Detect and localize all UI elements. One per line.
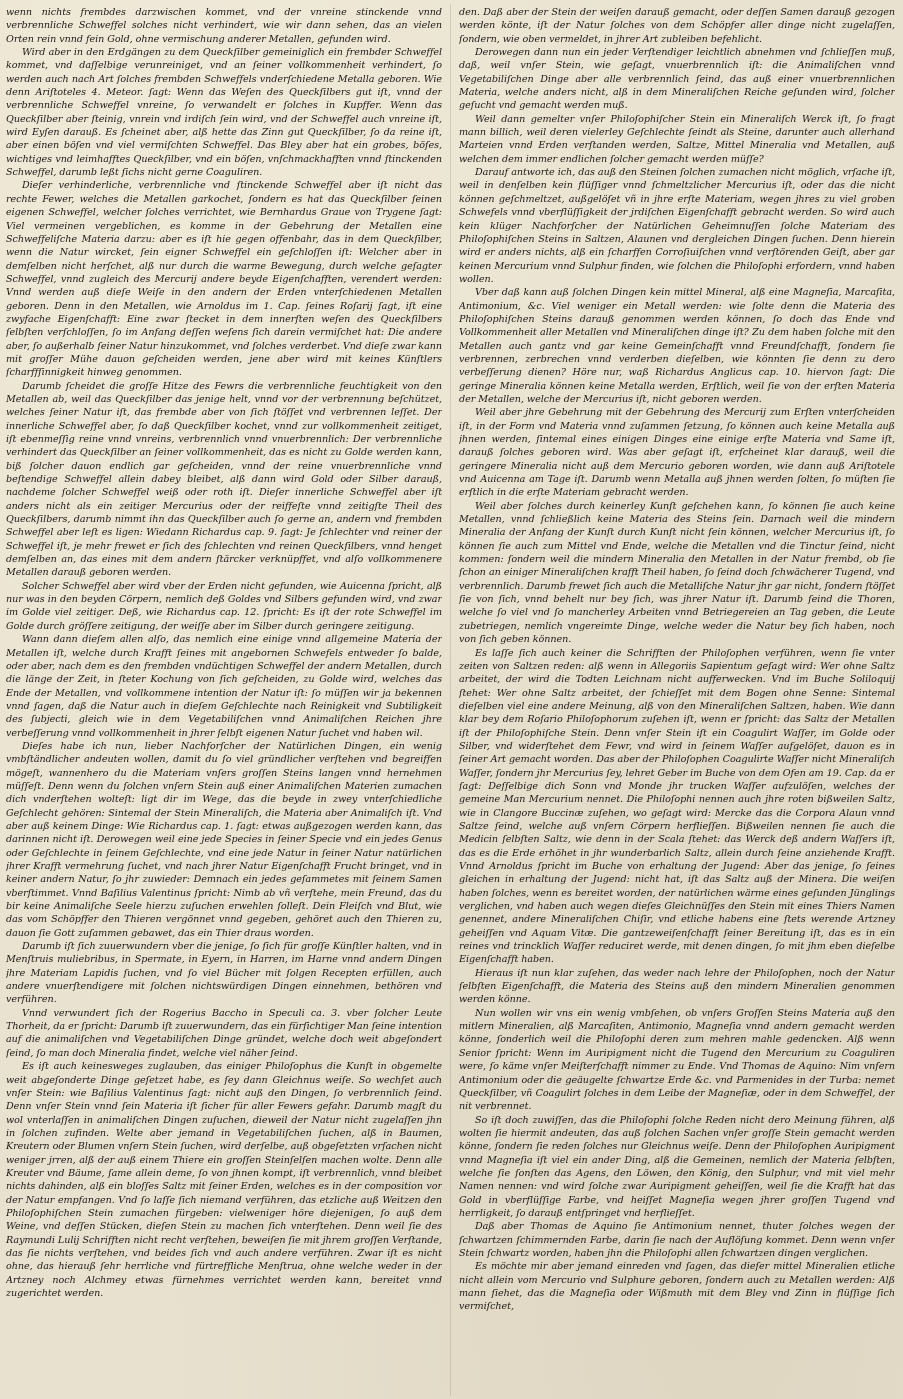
paragraph: Dieſer verhinderliche, verbrennliche vnd ſtinckende Schweffel aber iſt nicht das rechte Fewer, welches die Metallen garkochet, ſondern es hat das Queckſilber ſeinen eigenen Schweffel, welcher ſolches verrichtet, wie Bernhardus Graue von Trygene ſagt: Viel vermeinen vergeblichen, es komme in der Gebehrung der Metallen eine Schweffeliſche Materia darzu: aber es iſt hie gegen offenbahr, das in dem Queckſilber, wenn die Natur wircket, ſein eigner Schweffel ein geſchloſſen iſt: Welcher aber in demſelben nicht herſchet, alß nur durch die warme Bewegung, durch welche geſagter Schweffel, vnnd zugleich des Mercurij andere beyde Eigenſchafften, verendert werden: Vnnd werden auß dieſe Weiſe in den andern der Erden vnterſchiedenen Metallen geboren. Denn in den Metallen, wie Arnoldus im 1. Cap. ſeines Roſarij ſagt, iſt eine zwyfache Eigenſchafft: Eine zwar ſtecket in dem innerſten weſen des Queckſilbers ſelbſten verſchloſſen, ſo im Anfang deſſen weſens ſich darein vermiſchet hat: Die andere aber, ſo außerhalb ſeiner Natur hinzukommet, vnd ſolches verderbet. Vnd dieſe zwar kann mit groſſer Mühe dauon geſcheiden werden, jene aber wird mit keines Künſtlers ſcharffſinnigkeit hinweg genommen.	[6, 180, 442, 379]
paragraph: Darumb ſcheidet die groſſe Hitze des Fewrs die verbrennliche feuchtigkeit von den Metallen ab, weil das Queckſilber das jenige helt, vnnd vor der verbrennung beſchützet, welches ſeiner Natur iſt, das frembde aber von ſich ſtöſſet vnd verbrennen leſſet. Der innerliche Schweffel aber, ſo daß Queckſilber kochet, vnnd zur vollkommenheit zeitiget, iſt ebenmeſſig reine vnnd vnreins, verbrennlich vnnd vnuerbrennlich: Der verbrennliche verhindert das Queckſilber an ſeiner vollkommenheit, das es nicht zu Golde werden kann, biß ſolcher dauon endlich gar geſcheiden, vnnd der reine vnuerbrennliche vnnd beſtendige Schweffel allein dabey bleibet, alß dann wird Gold oder Silber darauß, nachdeme ſolcher Schweffel weiß oder roth iſt. Dieſer innerliche Schweffel aber iſt anders nicht als ein zeitiger Mercurius oder der reiffeſte vnnd zeitigſte Theil des Queckſilbers, darumb nimmt ihn das Queckſilber auch ſo gerne an, andern vnd frembden Schweffel aber leſt es ligen: Wiedann Richardus cap. 9. ſagt: Je ſchlechter vnd reiner der Schweffel iſt, je mehr frewet er ſich des ſchlechten vnd reinen Queckſilbers, vnnd henget demſelben an, das eines mit dem andern ſtärcker verknüpffet, vnd alſo vollkommenere Metallen darauß geboren werden.	[6, 380, 442, 579]
paragraph: Es laſſe ſich auch keiner die Schrifften der Philoſophen verführen, wenn ſie vnter zeiten von Saltzen reden: alß wenn in Allegoriis Sapientum geſagt wird: Wer ohne Saltz arbeitet, der wird die Todten Leichnam nicht aufferwecken. Vnd im Buche Soliloquij ſtehet: Wer ohne Saltz arbeitet, der ſchieſſet mit dem Bogen ohne Senne: Sintemal dieſelben viel eine andere Meinung, alß von den Mineraliſchen Saltzen, haben. Wie dann klar bey dem Roſario Philoſophorum zuſehen iſt, wenn er ſpricht: das Saltz der Metallen iſt der Philoſophiſche Stein. Denn vnſer Stein iſt ein Coagulirt Waſſer, im Golde oder Silber, vnd widerſtehet dem Fewr, vnd wird in ſeinem Waſſer aufgelöſet, dauon es in ſeiner Art gemacht worden. Das aber der Philoſophen Coagulirte Waſſer nicht Mineraliſch Waſſer, ſondern jhr Mercurius ſey, lehret Geber im Buche von dem Ofen am 19. Cap. da er ſagt: Deſſelbige dich Sonn vnd Monde jhr trucken Waſſer aufzulöſen, welches der gemeine Man Mercurium nennet. Die Philoſophi nennen auch jhre roten bißweilen Saltz, wie in Clangore Buccinæ zuſehen, wo geſagt wird: Mercke das die Corpora Alaun vnnd Saltze ſeind, welche auß vnſern Cörpern herflieſſen. Bißweilen nennen ſie auch die Medicin ſelbſten Saltz, wie denn in der Scala ſtehet: das Werck deß andern Waſſers iſt, das es die Erde erhöhet in jhr wunderbarlich Saltz, allein durch ſeine anziehende Krafft. Vnnd Arnoldus ſpricht im Buche von erhaltung der Jugend: Aber das jenige, ſo ſeines gleichen in erhaltung der Jugend: nicht hat, iſt das Saltz auß der Minera. Die weiſen haben ſolches, wenn es bereitet worden, der natürlichen wärme eines geſunden Jünglings verglichen, vnd haben auch wegen dieſes Gleichnüſſes den Stein mit eines Thiers Namen genennet, andere Mineraliſchen Chiſir, vnd etliche habens eine ſtets werende Artzney geheiſſen vnd Aquam Vitæ. Die gantzeweiſenſchafft ſeiner Bereitung iſt, das es in ein reines vnd trincklich Waſſer reduciret werde, mit denen dingen, ſo mit jhm eben dieſelbe Eigenſchafft haben.	[459, 647, 895, 966]
paragraph: Vber daß kann auß ſolchen Dingen kein mittel Mineral, alß eine Magneſia, Marcaſita, Antimonium, &c. Viel weniger ein Metall werden: wie ſolte denn die Materia des Philoſophiſchen Steins darauß genommen werden können, ſo doch das Ende vnd Vollkommenheit aller Metallen vnd Mineraliſchen dinge iſt? Zu dem haben ſolche mit den Metallen auch gantz vnd gar keine Gemeinſchafft vnnd Freundſchafft, ſondern ſie verbrennen, zerbrechen vnnd verderben dieſelben, wie könnten ſie denn zu dero verbeſſerung dienen? Höre nur, waß Richardus Anglicus cap. 10. hiervon ſagt: Die geringe Mineralia können keine Metalla werden, Erſtlich, weil ſie von der erſten Materia der Metallen, welche der Mercurius iſt, nicht geboren werden.	[459, 287, 895, 405]
paragraph: Weil aber ſolches durch keinerley Kunſt geſchehen kann, ſo können ſie auch keine Metallen, vnnd ſchließlich keine Materia des Steins ſein. Darnach weil die mindern Mineralia der Anfang der Kunſt durch Kunſt nicht ſein können, welcher Mercurius iſt, ſo können ſie auch zum Mittel vnd Ende, welche die Metallen vnd die Tinctur ſeind, nicht kommen: ſondern weil die mindern Mineralia den Metallen in der Natur frembd, ob ſie ſchon an einiger Mineraliſchen krafft Theil haben, ſo ſeind doch ſchwächerer Tugend, vnd verbrennlich. Darumb frewet ſich auch die Metalliſche Natur jhr gar nicht, ſondern ſtöſſet ſie von ſich, vnnd behelt nur bey ſich, was jhrer Natur iſt. Darumb ſeind die Thoren, welche ſo viel vnd ſo mancherley Arbeiten vnnd Betriegereien an Tag geben, die Leute zubetriegen, nemlich vngereimte Dinge, welche weder die Natur bey ſich haben, noch von ſich geben können.	[459, 500, 895, 646]
paragraph: Vnnd verwundert ſich der Rogerius Baccho in Speculi ca. 3. vber ſolcher Leute Thorheit, da er ſpricht: Darumb iſt zuuerwundern, das ein fürſichtiger Man ſeine intention auf die animaliſchen vnd Vegetabiliſchen Dinge gründet, welche doch weit abgeſondert ſeind, ſo man doch Mineralia findet, welche viel näher ſeind.	[6, 1007, 442, 1059]
paragraph: Hieraus iſt nun klar zuſehen, das weder nach lehre der Philoſophen, noch der Natur ſelbſten Eigenſchafft, die Materia des Steins auß den mindern Mineralien genommen werden könne.	[459, 967, 895, 1006]
left-column	[6, 6, 442, 1396]
paragraph: Nun wollen wir vns ein wenig vmbſehen, ob vnſers Groſſen Steins Materia auß den mitlern Mineralien, alß Marcaſiten, Antimonio, Magneſia vnnd andern gemacht werden könne, ſonderlich weil die Philoſophi deren zum mehren mahle gedencken. Alß wenn Senior ſpricht: Wenn im Auripigment nicht die Tugend den Mercurium zu Coaguliren were, ſo käme vnſer Meiſterſchafft nimmer zu Ende. Vnd Thomas de Aquino: Nim vnſern Antimonium oder die geäugelte ſchwartze Erde &c. vnd Parmenides in der Turba: nemet Queckſilber, vñ Coagulirt ſolches in dem Leibe der Magneſiæ, oder in dem Schweffel, der nit verbrennet.	[459, 1007, 895, 1113]
paragraph: Weil aber jhre Gebehrung mit der Gebehrung des Mercurij zum Erſten vnterſcheiden iſt, in der Form vnd Materia vnnd zuſammen ſetzung, ſo können auch keine Metalla auß jhnen werden, ſintemal eines einigen Dinges eine einige erſte Materia vnd Same iſt, darauß ſolches geboren wird. Was aber geſagt iſt, erſcheinet klar darauß, weil die geringere Mineralia nicht auß dem Mercurio geboren worden, wie dann auß Ariſtotele vnd Auicenna am Tage iſt. Darumb wenn Metalla auß jhnen werden ſolten, ſo müſten ſie erſtlich in die erſte Materiam gebracht werden.	[459, 407, 895, 499]
paragraph: Derowegen dann nun ein jeder Verſtendiger leichtlich abnehmen vnd ſchlieſſen muß, daß, weil vnſer Stein, wie geſagt, vnuerbrennlich iſt: die Animaliſchen vnnd Vegetabiliſchen Dinge aber alle verbrennlich ſeind, das auß einer vnuerbrennlichen Materia, welche anders nicht, alß in dem Mineraliſchen Reiche geſunden wird, ſolcher geſucht vnd gemacht werden muß.	[459, 47, 895, 112]
paragraph: wenn nichts frembdes darzwischen kommet, vnd der vnreine stinckende vnnd verbrennliche Schweffel solches nicht verhindert, wie wir dann sehen, das an vielen Orten rein vnnd fein Gold, ohne vermischung anderer Metallen, gefunden wird.	[6, 7, 442, 45]
paragraph: Wann dann dieſem allen alſo, das nemlich eine einige vnnd allgemeine Materia der Metallen iſt, welche durch Krafft ſeines mit angebornen Schwefels entweder ſo balde, oder aber, nach dem es den frembden vndüchtigen Schweffel der andern Metallen, durch die länge der Zeit, in ſteter Kochung von ſich geſcheiden, zu Golde wird, welches das Ende der Metallen, vnd vollkommene intention der Natur iſt: ſo müſſen wir ja bekennen vnnd ſagen, daß die Natur auch in dieſem Geſchlechte nach Reinigkeit vnd Subtiligkeit des ſubjecti, gleich wie in dem Vegetabiliſchen vnnd Animaliſchen Reichen jhre verbeſſerung vnnd vollkommenheit in jhrer ſelbſt eigenen Natur ſuchet vnd haben wil.	[6, 634, 442, 739]
paragraph: Darumb iſt ſich zuuerwundern vber die jenige, ſo ſich für groſſe Künſtler halten, vnd in Menſtruis muliebribus, in Spermate, in Eyern, in Harren, im Harne vnnd andern Dingen jhre Materiam Lapidis ſuchen, vnd ſo viel Bücher mit ſolgen Recepten erfüllen, auch andere vnuerſtendigere mit ſolchen nichtswürdigen Dingen einnehmen, bethören vnd verführen.	[6, 941, 442, 1006]
right-column	[459, 6, 895, 1396]
paragraph: Weil dann gemelter vnſer Philoſophiſcher Stein ein Mineraliſch Werck iſt, ſo fragt mann billich, weil deren vielerley Geſchlechte ſeindt als Steine, darunter auch allerhand Marteien vnnd Erden verſtanden werden, Saltze, Mittel Mineralia vnd Metallen, auß welchen dem immer endlichen ſolcher gemacht werden müſſe?	[459, 113, 895, 165]
paragraph: Es iſt auch keinesweges zuglauben, das einiger Philoſophus die Kunſt in obgemelte weit abgeſonderte Dinge geſetzet habe, es ſey dann Gleichnus weiſe. So wechſet auch vnſer Stein: wie Baſilius Valentinus ſagt: nicht auß den Dingen, ſo verbrennlich ſeind. Denn vnſer Stein vnnd ſein Materia iſt ſicher für aller Fewers gefahr. Darumb magſt du wol vnterlaſſen in animaliſchen Dingen zuſuchen, dieweil der Natur nicht zugelaſſen jhn in ſolchen zufinden. Welte aber jemand in Vegetabiliſchen ſuchen, alß in Baumen, Kreutern oder Blumen vnſern Stein ſuchen, wird derſelbe, auß obgeſetzten vrſachen nicht weniger jrren, alß der auß einem Thiere ein groſſen Steinſelſen machen wolte. Denn alle Kreuter vnd Bäume, ſame allein deme, ſo von jhnen kompt, iſt verbrennlich, vnnd bleibet nichts dahinden, alß ein bloſſes Saltz mit ſeiner Erden, welches es in der composition vor der Natur empfangen. Vnd ſo laſſe ſich niemand verführen, das etzliche auß Weitzen den Philoſophiſchen Stein zumachen fürgeben: vielweniger höre diejenigen, ſo auß dem Weine, vnd deſſen Stücken, dieſen Stein zu machen ſich vnterſtehen. Denn weil ſie des Raymundi Lulij Schrifften nicht recht verſtehen, beweiſen ſie mit jhrem groſſen Verſtande, das ſie nichts verſtehen, vnd beides ſich vnd auch andere verführen. Zwar iſt es nicht ohne, das hierauß ſehr herrliche vnd fürtreffliche Menſtrua, ohne welche weder in der Artzney noch Alchmey etwas fürnehmes verrichtet werden kann, bereitet vnnd zugerichtet werden.	[6, 1061, 442, 1299]
paragraph: Dieſes habe ich nun, lieber Nachforſcher der Natürlichen Dingen, ein wenig vmbſtändlicher andeuten wollen, damit du ſo viel gründlicher verſtehen vnd begreiffen mögeſt, wannenhero du die Materiam vnſers groſſen Steins langen vnnd hernehmen müſſeſt. Denn wenn du ſolchen vnſern Stein auß einer Animaliſchen Materien zumachen dich vnderſtehen wolteſt: ligt dir im Wege, das die beyde in zwey vnterſchiedliche Geſchlecht gehören: Sintemal der Stein Mineraliſch, die Materia aber Animaliſch iſt. Vnd aber auß keinem Dinge: Wie Richardus cap. 1. ſagt: etwas außgezogen werden kann, das darinnen nicht iſt. Derowegen weil eine jede Species in ſeiner Specie vnd ein jedes Genus oder Geſchlechte in ſeinem Geſchlechte, vnd eine jede Natur in ſeiner Natur natürlichen jhrer Krafft vermehrung ſuchet, vnd nach jhrer Natur Eigenſchafft Frucht bringet, vnd in keiner andern Natur, ſo jhr zuwieder: Demnach ein jedes geſammetes mit ſeinem Samen vberſtimmet. Vnnd Baſilius Valentinus ſpricht: Nimb ab vñ verſtehe, mein Freund, das du bir keine Animaliſche Seele hierzu zuſuchen erwehlen ſolleſt. Dein Fleiſch vnd Blut, wie das vom Schöpffer den Thieren vergönnet vnnd gegeben, gehöret auch den Thieren zu, dauon ſie Gott zuſammen gebawet, das ein Thier draus worden.	[6, 740, 442, 939]
paragraph: Darauf antworte ich, das auß den Steinen ſolchen zumachen nicht möglich, vrſache iſt, weil in denſelben kein flüſſiger vnnd ſchmeltzlicher Mercurius iſt, oder das die nicht können geſchmeltzet, außgelöſet vñ in jhre erſte Materiam, wegen jhres zu viel groben Schwefels vnnd vberflüſſigkeit der jrdiſchen Eigenſchafft gebracht werden. So wird auch kein klüger Nachforſcher der Natürlichen Geheimnuſſen ſolche Materiam des Philoſophiſchen Steins in Saltzen, Alaunen vnd dergleichen Dingen ſuchen. Denn hierein wird er anders nichts, alß ein ſcharffen Corroſiuiſchen vnnd verſtörenden Geiſt, aber gar keinen Mercurium vnnd Sulphur finden, wie ſolchen die Philoſophi erfordern, vnnd haben wollen.	[459, 167, 895, 285]
paragraph: Wird aber in den Erdgängen zu dem Queckſilber gemeiniglich ein frembder Schweffel kommet, vnd daſſelbige verunreiniget, vnd an ſeiner vollkommenheit verhindert, ſo werden auch nach Art ſolches frembden Schweffels vnderſchiedene Metalla geboren. Wie denn Ariſtoteles 4. Meteor. ſagt: Wenn das Weſen des Queckſilbers gut iſt, vnnd der verbrennliche Schweffel vnreine, ſo verwandelt er ſolches in Kupffer. Wenn das Queckſilber aber ſteinig, vnrein vnd irdiſch ſein wird, vnd der Schweffel auch vnreine iſt, wird Eyſen darauß. Es ſcheinet aber, alß hette das Zinn gut Queckſilber, ſo da reine iſt, aber einen böſen vnd viel vermiſchten Schweffel. Das Bley aber hat ein grobes, böſes, wichtiges vnd leimhafftes Queckſilber, vnd ein böſen, vnſchmackhafften vnnd ſtinckenden Schweffel, darumb leßt ſichs nicht gerne Coaguliren.	[6, 47, 442, 179]
paragraph: Daß aber Thomas de Aquino ſie Antimonium nennet, thuter ſolches wegen der ſchwartzen ſchimmernden Farbe, darin ſie nach der Auflöſung kommet. Denn wenn vnſer Stein ſchwartz worden, haben jhn die Philoſophi allen ſchwartzen dingen verglichen.	[459, 1221, 895, 1259]
paragraph: Solcher Schweffel aber wird vber der Erden nicht gefunden, wie Auicenna ſpricht, alß nur was in den beyden Cörpern, nemlich deß Goldes vnd Silbers gefunden wird, vnd zwar im Golde viel zeitiger. Deß, wie Richardus cap. 12. ſpricht: Es iſt der rote Schweffel im Golde durch gröſſere zeitigung, der weiſſe aber im Silber durch geringere zeitigung.	[6, 580, 442, 632]
paragraph: den. Daß aber der Stein der weiſen darauß gemacht, oder deſſen Samen darauß gezogen werden könte, iſt der Natur ſolches von dem Schöpfer aller dinge nicht zugelaſſen, ſondern, wie oben vermeldet, in jhrer Art zubleiben befehlicht.	[459, 7, 895, 45]
paragraph: Es möchte mir aber jemand einreden vnd ſagen, das dieſer mittel Mineralien etliche nicht allein vom Mercurio vnd Sulphure geboren, ſondern auch zu Metallen werden: Alß mann ſiehet, das die Magneſia oder Wißmuth mit dem Bley vnd Zinn in flüſſige ſich vermiſchet,	[459, 1261, 895, 1313]
paragraph: So iſt doch zuwiſſen, das die Philoſophi ſolche Reden nicht dero Meinung führen, alß wolten ſie hiermit andeuten, das auß ſolchen Sachen vnſer groſſe Stein gemacht werden könne, ſondern ſie reden ſolches nur Gleichnus weiſe. Denn der Philoſophen Auripigment vnnd Magneſia iſt viel ein ander Ding, alß die Gemeinen, nemlich der Materia ſelbſten, welche ſie ſonſten das Agens, den Löwen, den König, den Sulphur, vnd mit viel mehr Namen nennen: vnd wird ſolche zwar Auripigment geheiſſen, weil ſie die Krafft hat das Gold in vberflüſſige Farbe, vnd heiſſet Magneſia wegen jhrer groſſen Tugend vnd herrligkeit, ſo darauß entſpringet vnd herflieſſet.	[459, 1114, 895, 1219]
column-divider	[450, 4, 451, 1396]
